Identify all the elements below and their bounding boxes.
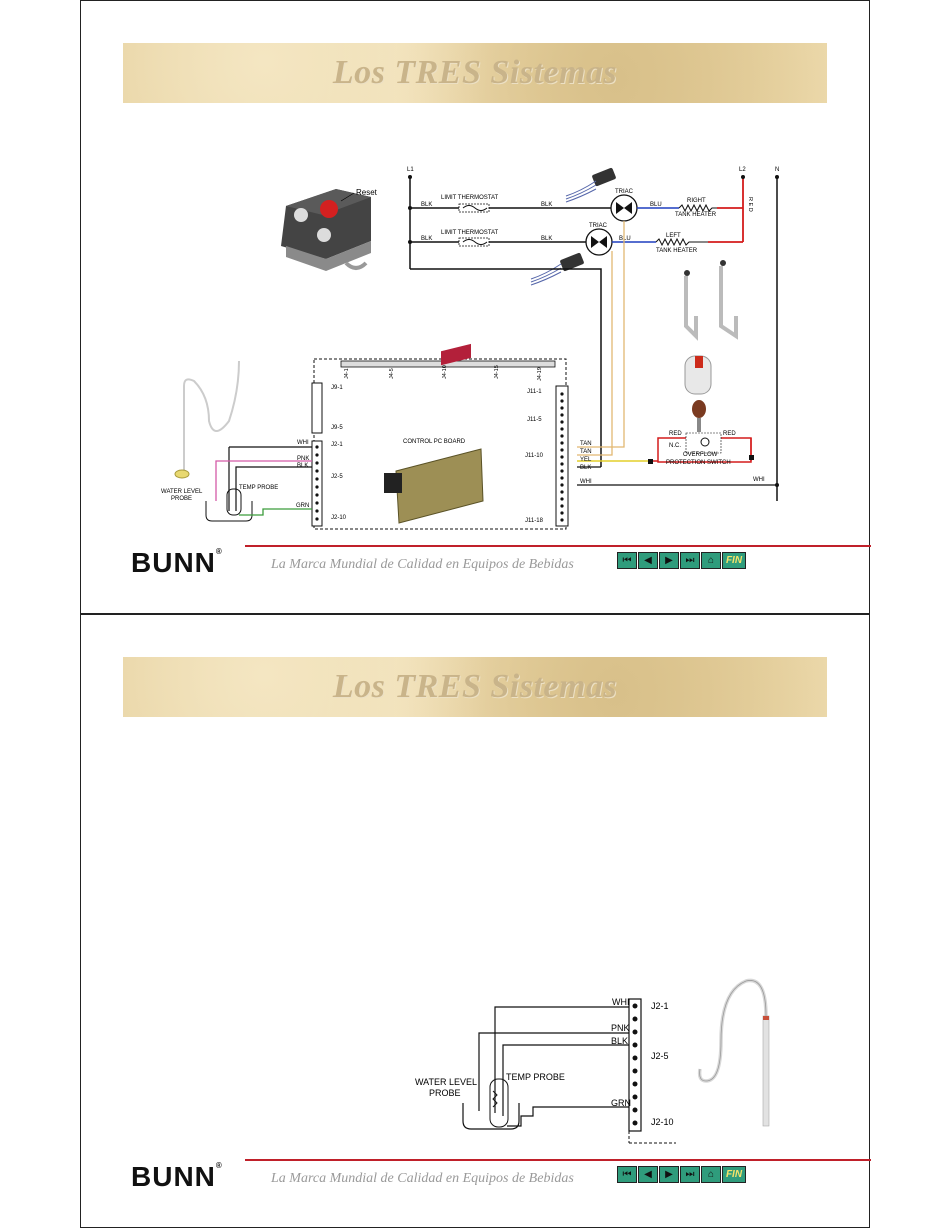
previous-slide-button[interactable]: ◀ xyxy=(638,552,658,569)
wire-label: BLK xyxy=(421,202,433,208)
wire-label: BLK xyxy=(580,465,592,471)
tagline: La Marca Mundial de Calidad en Equipos de Bebidas xyxy=(271,557,574,572)
footer xyxy=(131,547,821,581)
home-button[interactable]: ⌂ xyxy=(701,1166,721,1183)
limit-thermostat-photo xyxy=(281,188,378,271)
footer-divider xyxy=(245,545,871,547)
right-heater-label-2: TANK HEATER xyxy=(675,212,717,218)
slide-2 xyxy=(80,614,870,1228)
next-slide-button[interactable]: ▶ xyxy=(659,1166,679,1183)
wire-label: PNK xyxy=(297,456,310,462)
connector-label: J4-5 xyxy=(389,368,395,379)
connector-label: J2-1 xyxy=(331,442,343,448)
left-heater-label: LEFT xyxy=(666,233,681,239)
wire-label: YEL xyxy=(580,457,592,463)
temp-probe-photo xyxy=(700,980,769,1126)
previous-slide-button[interactable]: ◀ xyxy=(638,1166,658,1183)
fin-button[interactable]: FIN xyxy=(722,552,746,569)
overflow-label-2: PROTECTION SWITCH xyxy=(666,460,731,466)
probe-diagram xyxy=(81,615,871,1229)
slide-1 xyxy=(80,0,870,614)
connector-label: J2-5 xyxy=(651,1051,669,1061)
nc-label: N.C. xyxy=(669,443,681,449)
last-slide-button[interactable]: ⏭ xyxy=(680,1166,700,1183)
reset-label: Reset xyxy=(356,188,377,197)
triac-1-label: TRIAC xyxy=(615,189,633,195)
wire-label: WHI xyxy=(580,479,592,485)
triac-2-label: TRIAC xyxy=(589,223,607,229)
brand-name: BUNN xyxy=(131,547,216,578)
wire-label: WHI xyxy=(297,440,309,446)
slide-title: Los TRES Sistemas xyxy=(332,54,618,91)
water-level-probe-label-2: PROBE xyxy=(429,1088,461,1098)
slide-title: Los TRES Sistemas xyxy=(332,668,618,705)
brand-name: BUNN xyxy=(131,1161,216,1192)
connector-label: J2-5 xyxy=(331,474,343,480)
water-level-probe-label: WATER LEVEL xyxy=(415,1077,478,1087)
wire-label: BLK xyxy=(421,236,433,242)
home-button[interactable]: ⌂ xyxy=(701,552,721,569)
wire-label: GRN xyxy=(296,503,310,509)
limit-thermostat-1-label: LIMIT THERMOSTAT xyxy=(441,195,499,201)
water-level-probe-label: WATER LEVEL xyxy=(161,489,203,495)
next-slide-button[interactable]: ▶ xyxy=(659,552,679,569)
slide-navigation xyxy=(617,1166,747,1184)
l1-label: L1 xyxy=(407,167,414,173)
wire-label: RED xyxy=(723,431,736,437)
wire-label: BLU xyxy=(619,236,631,242)
connector-label: J4-15 xyxy=(494,365,500,379)
connector-label: J11-10 xyxy=(525,453,543,459)
right-heater-label: RIGHT xyxy=(687,198,706,204)
wire-label: BLK xyxy=(297,463,309,469)
water-level-probe-label-2: PROBE xyxy=(171,496,193,502)
footer xyxy=(131,1161,821,1195)
wire-label: BLK xyxy=(611,1036,629,1046)
left-heater-label-2: TANK HEATER xyxy=(656,248,698,254)
temp-probe-label: TEMP PROBE xyxy=(239,485,279,491)
tagline: La Marca Mundial de Calidad en Equipos de Bebidas xyxy=(271,1171,574,1186)
connector-label: J2-10 xyxy=(331,515,347,521)
slide-navigation xyxy=(617,552,747,570)
wire-label: BLK xyxy=(541,236,553,242)
wire-label: WHI xyxy=(753,477,765,483)
bunn-logo: BUNN® xyxy=(131,1161,223,1192)
wire-label: TAN xyxy=(580,441,592,447)
wire-label: PNK xyxy=(611,1023,630,1033)
wiring-diagram xyxy=(81,1,871,615)
wire-label: GRN xyxy=(611,1098,631,1108)
fin-button[interactable]: FIN xyxy=(722,1166,746,1183)
connector-label: J9-1 xyxy=(331,385,343,391)
connector-label: J11-18 xyxy=(525,518,543,524)
connector-label: J2-10 xyxy=(651,1117,674,1127)
bunn-logo: BUNN® xyxy=(131,547,223,578)
limit-thermostat-2-label: LIMIT THERMOSTAT xyxy=(441,230,499,236)
wire-label: BLU xyxy=(650,202,662,208)
wire-label: BLK xyxy=(541,202,553,208)
connector-label: J11-5 xyxy=(527,417,542,423)
first-slide-button[interactable]: ⏮ xyxy=(617,1166,637,1183)
control-board-label: CONTROL PC BOARD xyxy=(403,439,466,445)
footer-divider xyxy=(245,1159,871,1161)
n-label: N xyxy=(775,167,780,173)
l2-label: L2 xyxy=(739,167,746,173)
wire-label: TAN xyxy=(580,449,592,455)
connector-label: J11-1 xyxy=(527,389,542,395)
connector-label: J4-19 xyxy=(537,367,543,381)
wire-label: WHI xyxy=(612,997,630,1007)
red-vertical-label: R E D xyxy=(747,197,753,212)
temp-probe-label: TEMP PROBE xyxy=(506,1072,565,1082)
wire-label: RED xyxy=(669,431,682,437)
connector-label: J4-10 xyxy=(442,365,448,379)
overflow-label: OVERFLOW xyxy=(683,452,718,458)
last-slide-button[interactable]: ⏭ xyxy=(680,552,700,569)
connector-label: J9-5 xyxy=(331,425,343,431)
first-slide-button[interactable]: ⏮ xyxy=(617,552,637,569)
connector-label: J4-1 xyxy=(344,368,350,379)
connector-label: J2-1 xyxy=(651,1001,669,1011)
